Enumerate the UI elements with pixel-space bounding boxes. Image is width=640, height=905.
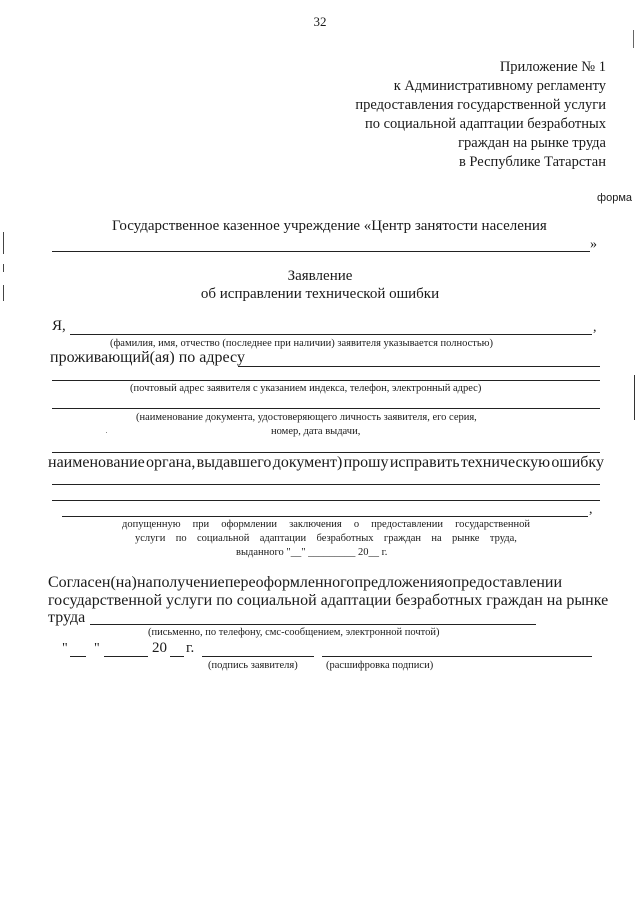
word: адаптации xyxy=(259,533,307,544)
page-number: 32 xyxy=(313,14,327,29)
word: о xyxy=(444,574,453,591)
document-blank-line xyxy=(52,408,600,409)
word: социальной xyxy=(196,533,250,544)
date-year-blank xyxy=(170,656,184,657)
appendix-line: в Республике Татарстан xyxy=(458,154,606,170)
word: выдавшего xyxy=(196,454,272,471)
consent-line-1 xyxy=(48,574,562,592)
word: труда, xyxy=(489,533,517,544)
word: по xyxy=(175,533,187,544)
error-blank-line-2 xyxy=(52,500,600,501)
date-year-prefix: 20 xyxy=(152,640,167,656)
appendix-block xyxy=(355,58,606,172)
date-year-suffix: г. xyxy=(186,640,195,656)
word: оформлении xyxy=(221,519,278,530)
word: наименование xyxy=(48,454,145,471)
consent-line-2: государственной услуги по социальной адаптации безработных граждан на рынке xyxy=(48,592,609,609)
scan-mark-left-2 xyxy=(3,264,4,272)
word: переоформленного xyxy=(224,574,355,591)
error-blank-line-1 xyxy=(52,484,600,485)
signature-blank-line xyxy=(202,656,314,657)
word: исправить xyxy=(389,454,460,471)
appendix-line: по социальной адаптации безработных xyxy=(364,116,606,132)
issuer-request-line xyxy=(48,454,604,472)
word: предоставлении xyxy=(452,574,562,591)
word: техническую xyxy=(460,454,551,471)
scan-mark-right-1 xyxy=(633,30,634,48)
word: ошибку xyxy=(551,454,604,471)
date-open-quote: " xyxy=(62,641,68,656)
word: услуги xyxy=(135,533,166,544)
form-label: форма xyxy=(597,192,632,204)
fio-comma: , xyxy=(593,320,597,335)
scan-mark-left-3 xyxy=(3,285,4,301)
signature-hint: (подпись заявителя) xyxy=(208,660,298,671)
date-close-quote: " xyxy=(94,641,100,656)
institution-blank-line xyxy=(52,251,590,252)
address-blank-line-2 xyxy=(52,380,600,381)
error-hint-line-3: выданного "__" _________ 20__ г. xyxy=(236,547,388,558)
error-hint-line-1 xyxy=(122,519,530,530)
appendix-line: Приложение № 1 xyxy=(499,59,606,75)
applicant-label: Я, xyxy=(52,318,66,334)
error-comma: , xyxy=(589,502,593,517)
document-hint-2: номер, дата выдачи, xyxy=(271,426,361,437)
fio-blank-line xyxy=(70,334,592,335)
word: предоставлении xyxy=(371,519,444,530)
decode-blank-line xyxy=(322,656,592,657)
address-hint: (почтовый адрес заявителя с указанием индекса, телефон, электронный адрес) xyxy=(130,383,482,394)
word: на xyxy=(137,574,153,591)
fio-hint: (фамилия, имя, отчество (последнее при наличии) заявителя указывается полностью) xyxy=(110,338,494,349)
scan-mark-left-1 xyxy=(3,232,4,254)
address-label: проживающий(ая) по адресу xyxy=(50,349,245,366)
scan-mark-right-2 xyxy=(634,375,635,420)
appendix-line: предоставления государственной услуги xyxy=(355,97,606,113)
word: документ) xyxy=(272,454,343,471)
institution-line: Государственное казенное учреждение «Центр занятости населения xyxy=(112,218,547,234)
word: при xyxy=(192,519,210,530)
word: о xyxy=(353,519,360,530)
word: Согласен(на) xyxy=(48,574,137,591)
appendix-line: к Административному регламенту xyxy=(393,78,606,94)
word: получение xyxy=(152,574,225,591)
document-blank-line-2 xyxy=(52,452,600,453)
word: граждан xyxy=(383,533,422,544)
institution-closing-quote: » xyxy=(590,237,597,252)
appendix-line: граждан на рынке труда xyxy=(458,135,606,151)
address-blank-line xyxy=(238,366,600,367)
error-blank-line-3 xyxy=(62,516,588,517)
error-hint-line-2 xyxy=(135,533,517,544)
consent-method-blank-line xyxy=(90,624,536,625)
document-subtitle: об исправлении технической ошибки xyxy=(200,286,440,302)
word: допущенную xyxy=(122,519,181,530)
document-title: Заявление xyxy=(287,268,353,284)
word: безработных xyxy=(316,533,374,544)
scan-speck xyxy=(106,432,107,433)
consent-method-hint: (письменно, по телефону, смс-сообщением, электронной почтой) xyxy=(148,627,440,638)
word: предложения xyxy=(354,574,445,591)
document-hint: (наименование документа, удостоверяющего личность заявителя, его серия, xyxy=(136,412,477,423)
word: на xyxy=(431,533,442,544)
word: государственной xyxy=(455,519,530,530)
date-day-blank xyxy=(70,656,86,657)
word: рынке xyxy=(452,533,480,544)
consent-line-3-label: труда xyxy=(48,609,86,626)
word: органа, xyxy=(146,454,196,471)
word: прошу xyxy=(343,454,389,471)
decode-hint: (расшифровка подписи) xyxy=(326,660,434,671)
word: заключения xyxy=(289,519,342,530)
date-month-blank xyxy=(104,656,148,657)
